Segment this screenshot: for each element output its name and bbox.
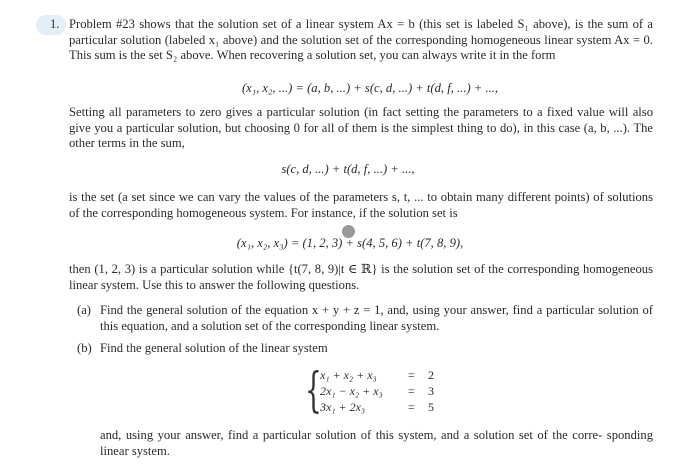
problem-number: 1. [50,17,60,31]
system-row-1-lhs: x₁ + x₂ + x₃ [320,368,377,382]
part-b-label: (b) [77,341,92,355]
part-a-label: (a) [77,303,91,317]
sum-equation: s(c, d, ...) + t(d, f, ...) + ..., [281,162,415,176]
system-row-3-rhs: 5 [428,400,434,414]
system-row-1-rhs: 2 [428,368,434,382]
system-row-3-equals: = [408,400,415,414]
system-brace: { [305,362,322,418]
closing-paragraph: and, using your answer, find a particular solution of this system, and a solution set of the corre- sponding linear system. [100,428,653,458]
part-a-text: Find the general solution of the equation x + y + z = 1, and, using your answer, find a particular solution of this equation, and a solution set of the corresponding linear system. [100,303,653,333]
system-row-3-lhs: 3x₁ + 2x₃ [320,400,366,414]
system-row-2-lhs: 2x₁ − x₂ + x₃ [320,384,383,398]
part-b-text: Find the general solution of the linear system [100,341,328,355]
system-row-1-equals: = [408,368,415,382]
system-row-2-rhs: 3 [428,384,434,398]
form-equation: (x₁, x₂, ...) = (a, b, ...) + s(c, d, ...) + t(d, f, ...) + ..., [241,81,499,95]
intro-paragraph: Problem #23 shows that the solution set of a linear system Ax = b (this set is labeled S₁ above), is the sum of a particular solution (labeled x₁ above) and the solution set of the corresponding homogeneous linear system Ax = 0. This sum is the set S₂ above. When recovering a solution set, you can always write it in the form [69,17,653,63]
paragraph-particular-solution: Setting all parameters to zero gives a particular solution (in fact setting the parameters to a fixed value will also give you a particular solution, but choosing 0 for all of them is the simplest thing to do), in this case (a, b, ...). The other terms in the sum, [69,105,653,151]
example-equation: (x₁, x₂, x₃) = (1, 2, 3) + s(4, 5, 6) + t(7, 8, 9), [236,236,464,250]
paragraph-example-explanation: then (1, 2, 3) is a particular solution while {t(7, 8, 9)|t ∈ ℝ} is the solution set of the corresponding homogeneous linear system. Use this to answer the following questions. [69,262,653,292]
paragraph-homogeneous-set: is the set (a set since we can vary the values of the parameters s, t, ... to obtain many different points) of solutions of the corresponding homogeneous system. For instance, if the solution set is [69,190,653,220]
system-row-2-equals: = [408,384,415,398]
